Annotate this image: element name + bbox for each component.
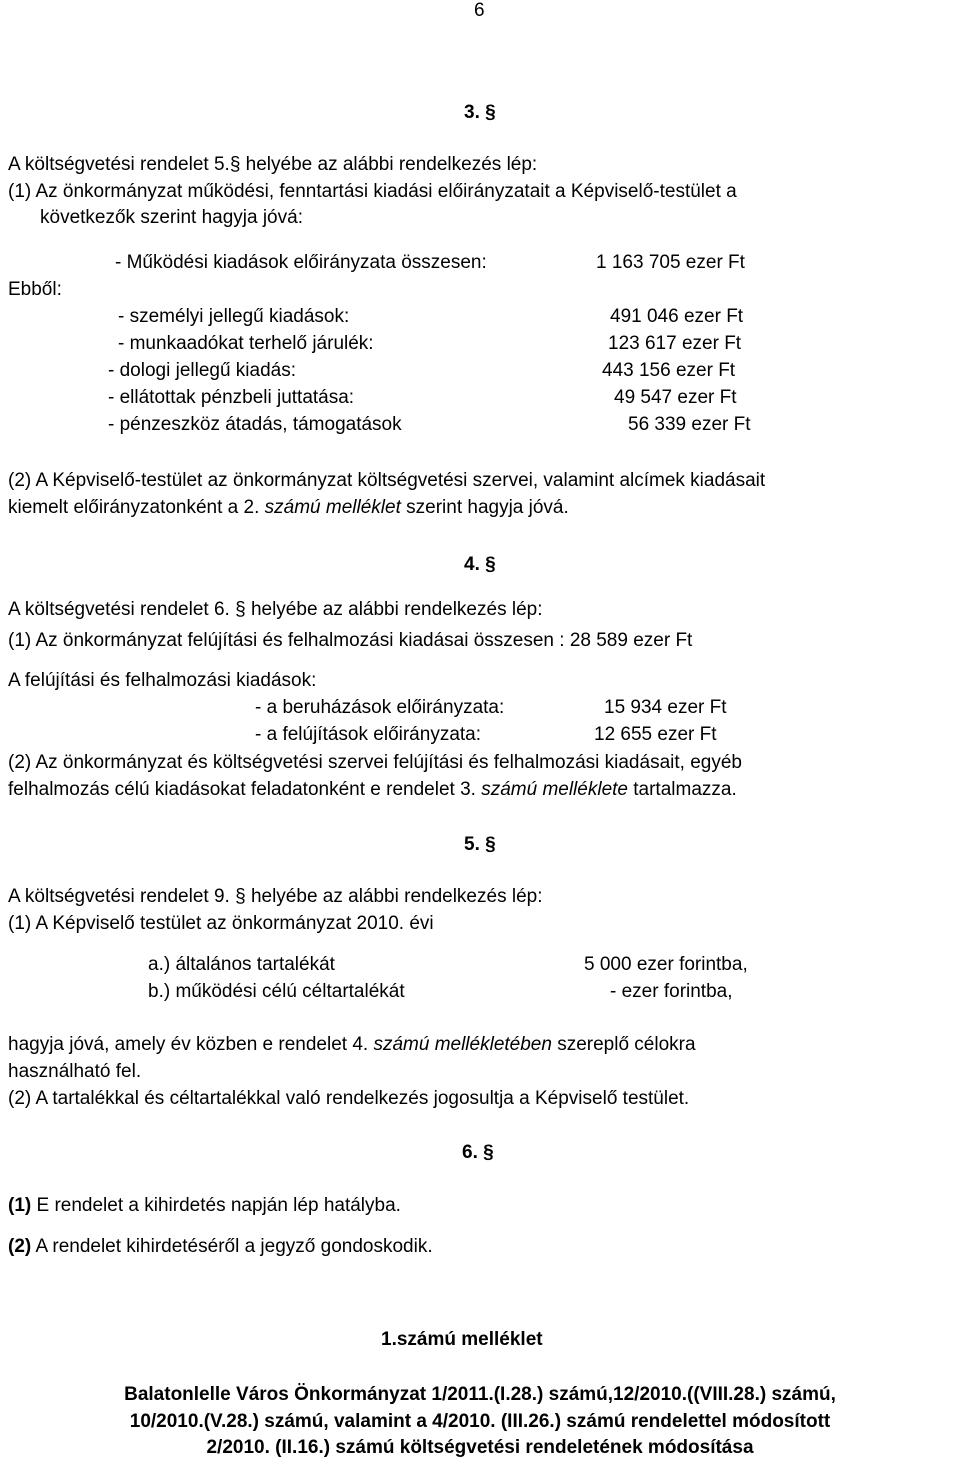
section-sign-icon: § (485, 834, 496, 855)
section-sign-icon: § (235, 599, 246, 620)
section-3-heading: 3. § (464, 102, 496, 123)
reserve-item-label: a.) általános tartalékát (148, 954, 335, 975)
section-4-paragraph-2-line-1: (2) Az önkormányzat és költségvetési szervei felújítási és felhalmozási kiadásait, egyéb (8, 752, 742, 773)
section-4-subheading: A felújítási és felhalmozási kiadások: (8, 670, 317, 691)
page-number: 6 (474, 0, 485, 21)
expense-item-label: - dologi jellegű kiadás: (108, 360, 297, 381)
section-5-paragraph-3: (2) A tartalékkal és céltartalékkal való rendelkezés jogosultja a Képviselő testület. (8, 1088, 690, 1109)
section-4-heading: 4. § (464, 554, 496, 575)
expense-item-value: 443 156 ezer Ft (602, 360, 736, 381)
section-3-paragraph-2-line-2: kiemelt előirányzatonként a 2. számú melléklet szerint hagyja jóvá. (8, 497, 569, 518)
section-4-paragraph-2-line-2: felhalmozás célú kiadásokat feladatonként e rendelet 3. számú melléklete tartalmazza. (8, 779, 737, 800)
section-6-paragraph-2: (2) A rendelet kihirdetéséről a jegyző gondoskodik. (8, 1236, 433, 1257)
expense-item-value: 123 617 ezer Ft (608, 333, 742, 354)
section-5-paragraph-2-line-1: hagyja jóvá, amely év közben e rendelet 4. számú mellékletében szereplő célokra (8, 1034, 696, 1055)
section-sign-icon: § (483, 1142, 494, 1163)
section-4-paragraph-1: (1) Az önkormányzat felújítási és felhalmozási kiadásai összesen : 28 589 ezer Ft (8, 630, 693, 651)
section-5-paragraph-1: (1) A Képviselő testület az önkormányzat 2010. évi (8, 913, 434, 934)
operating-expenses-total-label: - Működési kiadások előirányzata összesen: (115, 252, 487, 273)
investment-item-value: 15 934 ezer Ft (604, 697, 727, 718)
section-3-paragraph-1-line-1: (1) Az önkormányzat működési, fenntartási kiadási előirányzatait a Képviselő-testület a (8, 181, 737, 202)
expense-item-label: - munkaadókat terhelő járulék: (118, 333, 374, 354)
of-which-label: Ebből: (8, 279, 62, 300)
section-sign-icon: § (235, 886, 246, 907)
reserve-item-label: b.) működési célú céltartalékát (148, 981, 405, 1002)
reserve-item-value: - ezer forintba, (610, 981, 733, 1002)
expense-item-label: - személyi jellegű kiadások: (118, 306, 350, 327)
investment-item-label: - a felújítások előirányzata: (255, 724, 482, 745)
section-5-paragraph-2-line-2: használható fel. (8, 1061, 142, 1082)
annex-description-line-1: Balatonlelle Város Önkormányzat 1/2011.(I.28.) számú,12/2010.((VIII.28.) számú, (124, 1384, 836, 1405)
expense-item-label: - pénzeszköz átadás, támogatások (108, 414, 402, 435)
section-3-paragraph-1-line-2: következők szerint hagyja jóvá: (40, 207, 303, 228)
section-3-paragraph-2-line-1: (2) A Képviselő-testület az önkormányzat költségvetési szervei, valamint alcímek kiadásait (8, 470, 766, 491)
annex-description-line-2: 10/2010.(V.28.) számú, valamint a 4/2010. (III.26.) számú rendelettel módosított (129, 1411, 831, 1432)
section-sign-icon: § (229, 154, 241, 175)
section-3-intro: A költségvetési rendelet 5.§ helyébe az alábbi rendelkezés lép: (8, 154, 538, 175)
section-4-intro: A költségvetési rendelet 6. § helyébe az alábbi rendelkezés lép: (8, 599, 543, 620)
section-sign-icon: § (485, 102, 496, 123)
section-6-heading: 6. § (462, 1142, 494, 1163)
section-5-heading: 5. § (464, 834, 496, 855)
section-sign-icon: § (485, 554, 496, 575)
investment-item-label: - a beruházások előirányzata: (255, 697, 505, 718)
reserve-item-value: 5 000 ezer forintba, (584, 954, 748, 975)
investment-item-value: 12 655 ezer Ft (594, 724, 717, 745)
annex-description-line-3: 2/2010. (II.16.) számú költségvetési rendeletének módosítása (206, 1437, 754, 1458)
expense-item-value: 491 046 ezer Ft (610, 306, 744, 327)
operating-expenses-total-value: 1 163 705 ezer Ft (596, 252, 745, 273)
expense-item-value: 56 339 ezer Ft (628, 414, 751, 435)
expense-item-value: 49 547 ezer Ft (614, 387, 737, 408)
section-5-intro: A költségvetési rendelet 9. § helyébe az alábbi rendelkezés lép: (8, 886, 543, 907)
section-6-paragraph-1: (1) E rendelet a kihirdetés napján lép hatályba. (8, 1195, 401, 1216)
annex-title: 1.számú melléklet (381, 1329, 543, 1350)
expense-item-label: - ellátottak pénzbeli juttatása: (108, 387, 355, 408)
